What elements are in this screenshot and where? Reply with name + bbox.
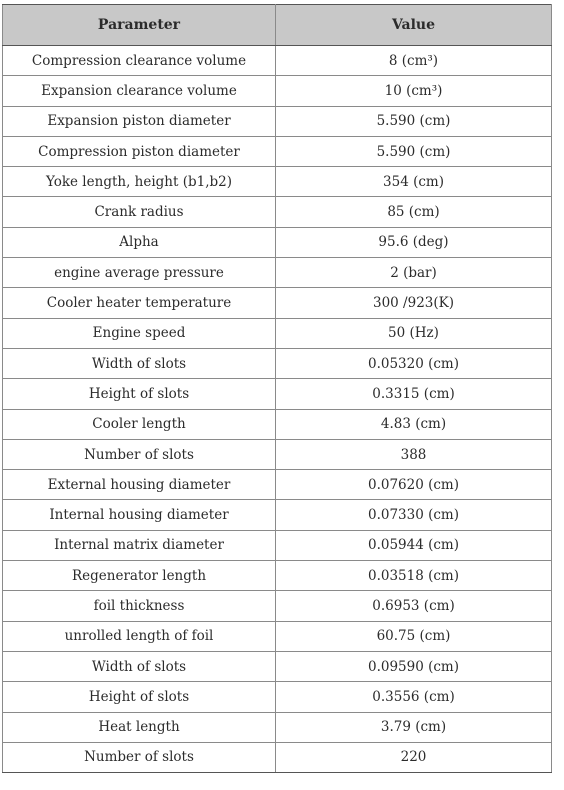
table-row (3, 197, 552, 227)
header-parameter: Parameter (3, 5, 276, 46)
parameter-cell: Engine speed (3, 318, 276, 348)
value-cell: 50 (Hz) (276, 318, 552, 348)
value-cell: 8 (cm³) (276, 46, 552, 76)
table-row (3, 500, 552, 530)
table-row (3, 439, 552, 469)
parameter-cell: Number of slots (3, 742, 276, 772)
header-value: Value (276, 5, 552, 46)
parameter-cell: Width of slots (3, 348, 276, 378)
table-row (3, 591, 552, 621)
parameter-cell: engine average pressure (3, 258, 276, 288)
parameter-cell: Number of slots (3, 439, 276, 469)
parameter-cell: Width of slots (3, 651, 276, 681)
parameter-cell: Compression piston diameter (3, 136, 276, 166)
table-row (3, 712, 552, 742)
parameter-cell: Expansion clearance volume (3, 76, 276, 106)
parameter-cell: Regenerator length (3, 561, 276, 591)
table-row (3, 136, 552, 166)
value-cell: 0.07620 (cm) (276, 470, 552, 500)
value-cell: 4.83 (cm) (276, 409, 552, 439)
parameter-cell: unrolled length of foil (3, 621, 276, 651)
value-cell: 0.3315 (cm) (276, 379, 552, 409)
parameter-cell: Crank radius (3, 197, 276, 227)
parameter-cell: Alpha (3, 227, 276, 257)
table-row (3, 167, 552, 197)
value-cell: 300 /923(K) (276, 288, 552, 318)
value-cell: 85 (cm) (276, 197, 552, 227)
value-cell: 3.79 (cm) (276, 712, 552, 742)
header-row (3, 5, 552, 46)
table-row (3, 530, 552, 560)
table-row (3, 379, 552, 409)
value-cell: 2 (bar) (276, 258, 552, 288)
table-row (3, 106, 552, 136)
table-row (3, 561, 552, 591)
parameter-cell: Cooler heater temperature (3, 288, 276, 318)
parameter-cell: External housing diameter (3, 470, 276, 500)
value-cell: 10 (cm³) (276, 76, 552, 106)
parameter-cell: Expansion piston diameter (3, 106, 276, 136)
table-row (3, 288, 552, 318)
value-cell: 0.09590 (cm) (276, 651, 552, 681)
parameter-cell: Heat length (3, 712, 276, 742)
parameter-cell: Internal housing diameter (3, 500, 276, 530)
table-row (3, 621, 552, 651)
value-cell: 388 (276, 439, 552, 469)
value-cell: 354 (cm) (276, 167, 552, 197)
value-cell: 0.6953 (cm) (276, 591, 552, 621)
table-body (3, 46, 552, 773)
table-row (3, 409, 552, 439)
parameter-table (2, 4, 552, 773)
value-cell: 0.3556 (cm) (276, 682, 552, 712)
value-cell: 5.590 (cm) (276, 136, 552, 166)
table-row (3, 470, 552, 500)
value-cell: 0.05944 (cm) (276, 530, 552, 560)
value-cell: 5.590 (cm) (276, 106, 552, 136)
table-row (3, 742, 552, 772)
parameter-cell: foil thickness (3, 591, 276, 621)
parameter-cell: Height of slots (3, 682, 276, 712)
value-cell: 0.03518 (cm) (276, 561, 552, 591)
parameter-cell: Internal matrix diameter (3, 530, 276, 560)
table-row (3, 651, 552, 681)
value-cell: 60.75 (cm) (276, 621, 552, 651)
parameter-cell: Compression clearance volume (3, 46, 276, 76)
table-row (3, 46, 552, 76)
parameter-cell: Yoke length, height (b1,b2) (3, 167, 276, 197)
table-row (3, 682, 552, 712)
table-row (3, 227, 552, 257)
value-cell: 0.05320 (cm) (276, 348, 552, 378)
value-cell: 0.07330 (cm) (276, 500, 552, 530)
value-cell: 220 (276, 742, 552, 772)
table-row (3, 348, 552, 378)
parameter-cell: Height of slots (3, 379, 276, 409)
table-row (3, 318, 552, 348)
table-row (3, 258, 552, 288)
value-cell: 95.6 (deg) (276, 227, 552, 257)
table-row (3, 76, 552, 106)
parameter-cell: Cooler length (3, 409, 276, 439)
